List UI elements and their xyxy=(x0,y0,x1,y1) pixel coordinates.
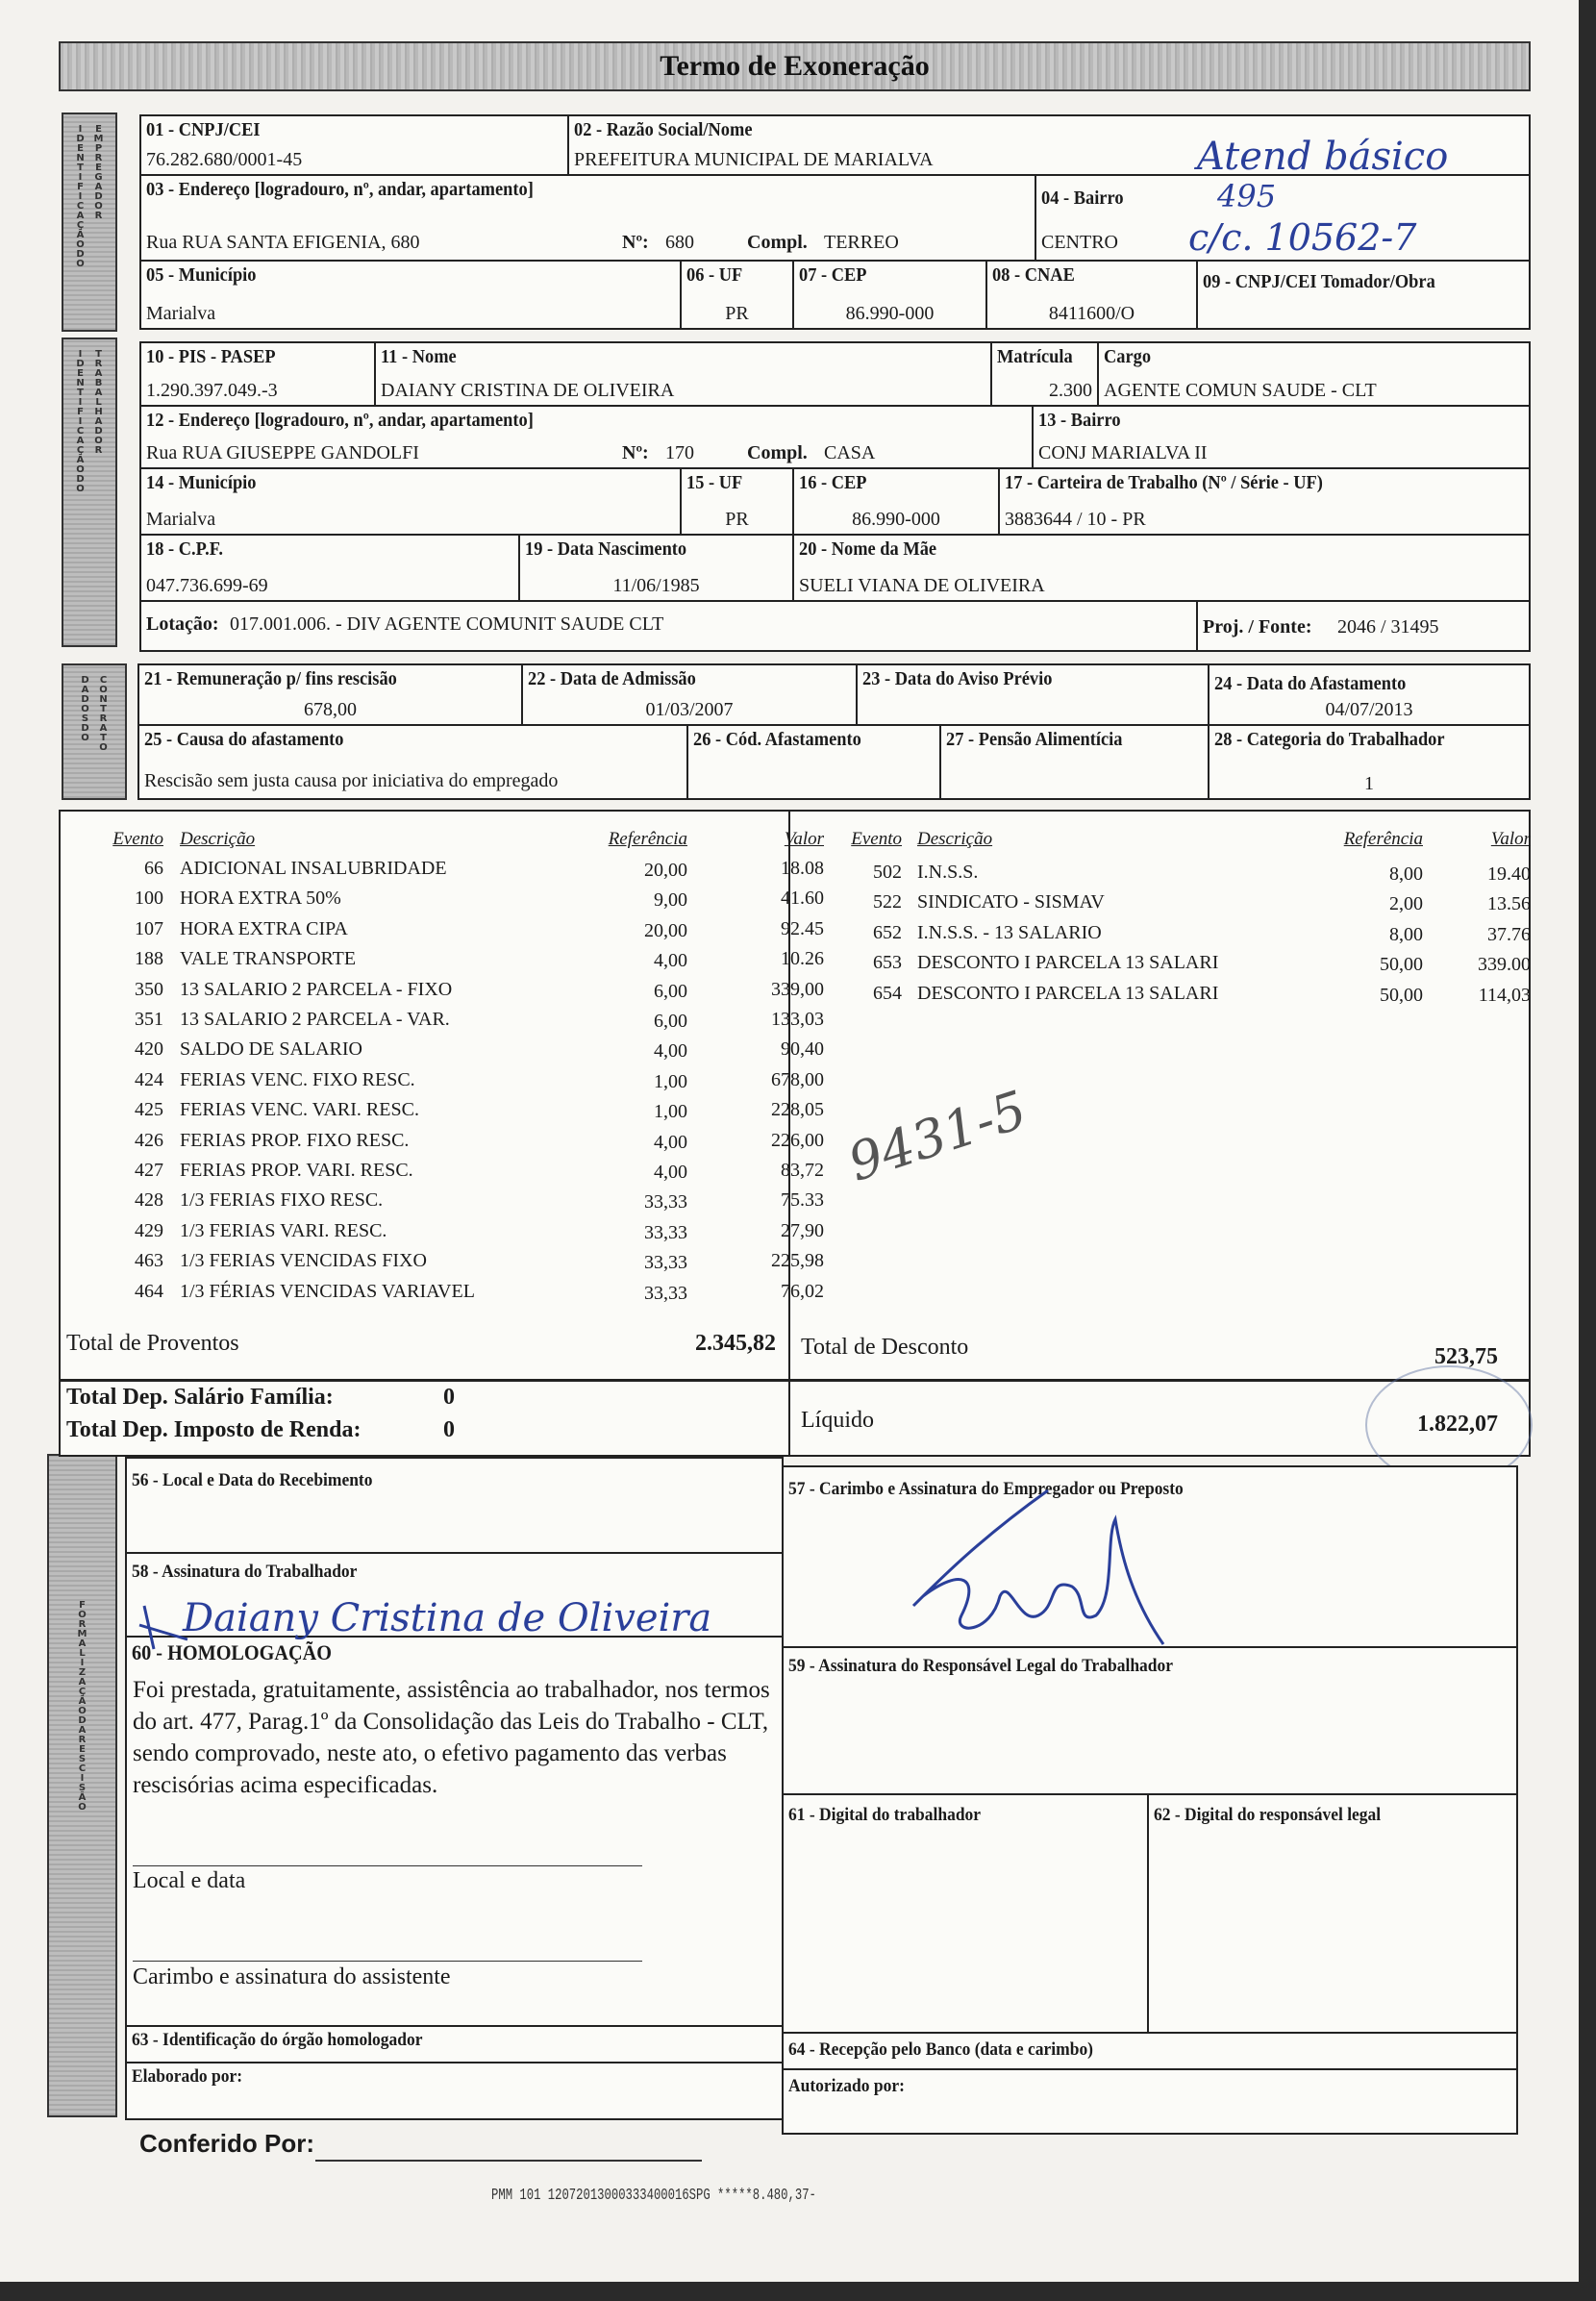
side-text: EMPREGADOR xyxy=(93,124,104,220)
conferido-line xyxy=(315,2160,702,2162)
evento-valor: 41.60 xyxy=(781,888,824,910)
evento-code: 350 xyxy=(135,978,163,1000)
field-cpf xyxy=(139,534,520,602)
evento-code: 502 xyxy=(873,862,902,883)
side-text: DADOSDO xyxy=(80,675,90,742)
field-label: 09 - CNPJ/CEI Tomador/Obra xyxy=(1203,271,1435,292)
evento-code: 428 xyxy=(135,1189,163,1212)
header-evento: Evento xyxy=(851,829,902,849)
field-label: 02 - Razão Social/Nome xyxy=(574,119,753,140)
evento-valor: 27,90 xyxy=(781,1219,824,1241)
field-value: 2.300 xyxy=(1049,380,1092,401)
side-text: FORMALIZAÇÃODARESCISÃO xyxy=(77,1600,87,1812)
field-proj-fonte xyxy=(1196,600,1531,652)
evento-descricao: HORA EXTRA 50% xyxy=(180,888,341,910)
evento-valor: 339,00 xyxy=(771,978,824,1000)
field-aviso-previo xyxy=(856,663,1209,726)
evento-code: 424 xyxy=(135,1068,163,1090)
field-label: 28 - Categoria do Trabalhador xyxy=(1214,729,1445,750)
footer-code: PMM 101 12072013000333400016SPG *****8.480,37- xyxy=(491,2187,816,2205)
evento-valor: 228,05 xyxy=(771,1099,824,1121)
field-value: PR xyxy=(725,509,749,530)
field-label: 05 - Município xyxy=(146,264,257,286)
evento-referencia: 33,33 xyxy=(644,1221,687,1243)
liquido-label: Líquido xyxy=(801,1408,874,1433)
evento-valor: 13.56 xyxy=(1487,893,1531,915)
evento-code: 100 xyxy=(135,888,163,910)
field-worker-address xyxy=(139,405,1034,469)
evento-code: 420 xyxy=(135,1038,163,1061)
evento-referencia: 6,00 xyxy=(654,1011,687,1032)
field-cep xyxy=(792,260,987,330)
field-value: Rua RUA SANTA EFIGENIA, 680 xyxy=(146,232,420,253)
provento-row xyxy=(61,1220,1529,1250)
field-ctps xyxy=(998,467,1531,536)
handwritten-note: 495 xyxy=(1217,178,1277,214)
header-evento: Evento xyxy=(112,829,163,849)
field-lotacao xyxy=(139,600,1198,652)
desconto-row xyxy=(61,952,1529,982)
header-valor: Valor xyxy=(1490,829,1531,849)
evento-descricao: 1/3 FÉRIAS VENCIDAS VARIAVEL xyxy=(180,1280,475,1302)
field-value: 8411600/O xyxy=(1048,303,1135,324)
field-label: Elaborado por: xyxy=(132,2066,243,2087)
field-62-digital-responsavel xyxy=(1147,1793,1518,2034)
field-value: Marialva xyxy=(146,509,216,530)
evento-referencia: 4,00 xyxy=(654,1040,687,1063)
side-label-worker xyxy=(62,338,117,647)
evento-referencia: 8,00 xyxy=(1389,863,1423,885)
evento-descricao: ADICIONAL INSALUBRIDADE xyxy=(180,858,447,879)
salario-familia-label: Total Dep. Salário Família: xyxy=(66,1385,334,1410)
header-referencia: Referência xyxy=(1343,829,1423,849)
evento-descricao: FERIAS VENC. VARI. RESC. xyxy=(180,1099,419,1121)
field-56-local-data xyxy=(125,1457,784,1554)
compl-value: CASA xyxy=(824,442,876,463)
field-label: 01 - CNPJ/CEI xyxy=(146,119,261,140)
field-label: 27 - Pensão Alimentícia xyxy=(946,729,1123,750)
evento-code: 66 xyxy=(144,858,163,879)
scan-edge xyxy=(1579,0,1596,2301)
field-worker-cep xyxy=(792,467,1000,536)
field-value: AGENTE COMUN SAUDE - CLT xyxy=(1104,380,1377,401)
field-data-nascimento xyxy=(518,534,794,602)
evento-valor: 225,98 xyxy=(771,1250,824,1272)
field-value: Rescisão sem justa causa por iniciativa do empregado xyxy=(144,770,559,791)
total-desconto-label: Total de Desconto xyxy=(801,1335,969,1360)
evento-valor: 114,03 xyxy=(1478,984,1531,1006)
field-value: Rua RUA GIUSEPPE GANDOLFI xyxy=(146,442,419,463)
evento-descricao: I.N.S.S. xyxy=(917,862,979,883)
evento-valor: 678,00 xyxy=(771,1068,824,1090)
number-value: 680 xyxy=(665,232,694,253)
evento-descricao: HORA EXTRA CIPA xyxy=(180,917,348,939)
evento-code: 107 xyxy=(135,917,163,939)
evento-descricao: DESCONTO I PARCELA 13 SALARI xyxy=(917,982,1219,1004)
evento-descricao: 13 SALARIO 2 PARCELA - VAR. xyxy=(180,1009,450,1030)
field-label: 08 - CNAE xyxy=(992,264,1075,286)
field-label: 04 - Bairro xyxy=(1041,188,1124,209)
evento-code: 464 xyxy=(135,1280,163,1302)
evento-valor: 83,72 xyxy=(781,1160,824,1181)
field-label: 57 - Carimbo e Assinatura do Empregador ou Preposto xyxy=(788,1479,1184,1499)
evento-referencia: 1,00 xyxy=(654,1101,687,1123)
number-label: Nº: xyxy=(622,442,649,463)
field-tomador xyxy=(1196,260,1531,330)
field-label: 15 - UF xyxy=(686,472,743,493)
header-descricao: Descrição xyxy=(180,829,256,849)
field-data-admissao xyxy=(521,663,858,726)
evento-descricao: FERIAS PROP. VARI. RESC. xyxy=(180,1160,413,1181)
provento-row xyxy=(61,1099,1529,1129)
handwritten-note: Atend básico xyxy=(1197,135,1449,179)
events-box xyxy=(59,810,1531,1457)
field-value: CONJ MARIALVA II xyxy=(1038,442,1208,463)
field-60-homologacao xyxy=(125,1636,784,2027)
field-label: 06 - UF xyxy=(686,264,743,286)
field-label: 61 - Digital do trabalhador xyxy=(788,1805,982,1825)
field-data-afastamento xyxy=(1208,663,1531,726)
evento-valor: 226,00 xyxy=(771,1129,824,1151)
evento-descricao: I.N.S.S. - 13 SALARIO xyxy=(917,921,1102,943)
signature-line xyxy=(133,1961,642,1962)
evento-code: 654 xyxy=(873,982,902,1004)
local-data-label: Local e data xyxy=(133,1868,246,1893)
evento-valor: 92.45 xyxy=(781,917,824,939)
provento-row xyxy=(61,1009,1529,1038)
field-label: 12 - Endereço [logradouro, nº, andar, apartamento] xyxy=(146,410,534,431)
field-label: 24 - Data do Afastamento xyxy=(1214,673,1407,694)
evento-referencia: 4,00 xyxy=(654,950,687,972)
imposto-renda-label: Total Dep. Imposto de Renda: xyxy=(66,1417,362,1442)
liquido-value: 1.822,07 xyxy=(1417,1412,1498,1437)
header-valor: Valor xyxy=(784,829,824,849)
side-text: IDENTIFICAÇÃODO xyxy=(75,349,86,493)
field-label: 63 - Identificação do órgão homologador xyxy=(132,2030,423,2050)
document-title: Termo de Exoneração xyxy=(660,50,930,82)
evento-descricao: 1/3 FERIAS VARI. RESC. xyxy=(180,1219,387,1241)
field-label: 17 - Carteira de Trabalho (Nº / Série - UF) xyxy=(1005,472,1323,493)
field-value: 3883644 / 10 - PR xyxy=(1005,509,1146,530)
field-label: Cargo xyxy=(1104,346,1152,367)
field-label: 60 - HOMOLOGAÇÃO xyxy=(132,1640,333,1664)
desconto-row xyxy=(61,862,1529,891)
provento-row xyxy=(61,1250,1529,1280)
field-label: 16 - CEP xyxy=(799,472,867,493)
evento-referencia: 4,00 xyxy=(654,1131,687,1153)
field-value: DAIANY CRISTINA DE OLIVEIRA xyxy=(381,380,675,401)
evento-referencia: 50,00 xyxy=(1380,984,1423,1006)
field-label: 64 - Recepção pelo Banco (data e carimbo) xyxy=(788,2039,1094,2060)
evento-code: 652 xyxy=(873,921,902,943)
compl-label: Compl. xyxy=(747,442,808,463)
field-nome xyxy=(374,341,992,407)
evento-referencia: 6,00 xyxy=(654,980,687,1002)
evento-valor: 133,03 xyxy=(771,1009,824,1030)
handwritten-note: c/c. 10562-7 xyxy=(1188,216,1417,259)
field-value: 01/03/2007 xyxy=(645,699,734,720)
provento-row xyxy=(61,1281,1529,1311)
field-elaborado-por xyxy=(125,2062,784,2120)
field-uf xyxy=(680,260,794,330)
field-label: 59 - Assinatura do Responsável Legal do Trabalhador xyxy=(788,1656,1174,1676)
evento-code: 351 xyxy=(135,1009,163,1030)
evento-valor: 18.08 xyxy=(781,858,824,879)
evento-referencia: 33,33 xyxy=(644,1282,687,1304)
evento-descricao: FERIAS PROP. FIXO RESC. xyxy=(180,1129,410,1151)
number-label: Nº: xyxy=(622,232,649,253)
field-value: CENTRO xyxy=(1041,232,1118,253)
field-label: 22 - Data de Admissão xyxy=(528,668,696,689)
number-value: 170 xyxy=(665,442,694,463)
total-proventos-label: Total de Proventos xyxy=(66,1331,239,1356)
field-cnae xyxy=(985,260,1198,330)
evento-code: 463 xyxy=(135,1250,163,1272)
field-remuneracao xyxy=(137,663,523,726)
provento-row xyxy=(61,1160,1529,1189)
conferido-por-label: Conferido Por: xyxy=(139,2129,314,2158)
evento-referencia: 50,00 xyxy=(1380,954,1423,976)
evento-referencia: 33,33 xyxy=(644,1252,687,1274)
evento-code: 427 xyxy=(135,1160,163,1181)
evento-valor: 339.00 xyxy=(1478,954,1531,976)
field-label: 58 - Assinatura do Trabalhador xyxy=(132,1562,358,1582)
evento-referencia: 9,00 xyxy=(654,889,687,912)
field-cargo xyxy=(1097,341,1531,407)
evento-referencia: 1,00 xyxy=(654,1070,687,1092)
field-value: PR xyxy=(725,303,749,324)
field-label: 23 - Data do Aviso Prévio xyxy=(862,668,1053,689)
field-worker-municipio xyxy=(139,467,682,536)
header-descricao: Descrição xyxy=(917,829,993,849)
field-causa-afastamento xyxy=(137,724,688,800)
field-value: PREFEITURA MUNICIPAL DE MARIALVA xyxy=(574,149,934,170)
field-63-orgao-homologador xyxy=(125,2025,784,2063)
field-value: 11/06/1985 xyxy=(612,575,700,596)
imposto-renda-value: 0 xyxy=(443,1417,455,1442)
provento-row xyxy=(61,1069,1529,1099)
field-matricula xyxy=(990,341,1099,407)
field-value: SUELI VIANA DE OLIVEIRA xyxy=(799,575,1045,596)
field-label: 62 - Digital do responsável legal xyxy=(1154,1805,1382,1825)
evento-referencia: 33,33 xyxy=(644,1191,687,1213)
homologacao-text: Foi prestada, gratuitamente, assistência ao trabalhador, nos termos do art. 477, Parag.1º da Consolidação das Leis do Trabalho - CLT, sendo comprovado, neste ato, o efetivo pagamento das verbas rescisórias acima especificadas. xyxy=(133,1677,770,1798)
carimbo-assistente-label: Carimbo e assinatura do assistente xyxy=(133,1964,451,1989)
employer-signature xyxy=(904,1481,1192,1673)
field-employer-address xyxy=(139,174,1036,262)
side-text: TRABALHADOR xyxy=(93,349,104,455)
evento-descricao: 13 SALARIO 2 PARCELA - FIXO xyxy=(180,978,453,1000)
provento-row xyxy=(61,1130,1529,1160)
evento-code: 426 xyxy=(135,1129,163,1151)
field-worker-bairro xyxy=(1032,405,1531,469)
evento-valor: 76,02 xyxy=(781,1280,824,1302)
field-label: 11 - Nome xyxy=(381,346,457,367)
field-categoria xyxy=(1208,724,1531,800)
field-value: 1.290.397.049.-3 xyxy=(146,380,278,401)
field-nome-mae xyxy=(792,534,1531,602)
side-label-employer xyxy=(62,113,117,332)
field-label: Lotação: xyxy=(146,613,219,635)
desconto-row xyxy=(61,919,1531,952)
field-61-digital-trabalhador xyxy=(782,1793,1149,2034)
field-value: Marialva xyxy=(146,303,216,324)
signature-line xyxy=(133,1865,642,1866)
scan-edge xyxy=(0,2282,1596,2301)
events-table xyxy=(61,812,1529,1360)
total-desconto-value: 523,75 xyxy=(1434,1344,1498,1369)
pencil-note: 9431-5 xyxy=(840,1079,1035,1193)
evento-valor: 19.40 xyxy=(1487,863,1531,885)
evento-descricao: 1/3 FERIAS FIXO RESC. xyxy=(180,1189,384,1212)
field-label: 19 - Data Nascimento xyxy=(525,538,687,560)
field-label: Matrícula xyxy=(997,346,1073,367)
provento-row xyxy=(61,1038,1529,1068)
field-value: 047.736.699-69 xyxy=(146,575,268,596)
evento-referencia: 20,00 xyxy=(644,860,687,881)
compl-label: Compl. xyxy=(747,232,808,253)
field-cod-afastamento xyxy=(686,724,941,800)
field-label: Proj. / Fonte: xyxy=(1203,616,1312,638)
field-64-recepcao-banco xyxy=(782,2032,1518,2070)
evento-descricao: FERIAS VENC. FIXO RESC. xyxy=(180,1068,415,1090)
field-label: 14 - Município xyxy=(146,472,257,493)
compl-value: TERREO xyxy=(824,232,899,253)
field-municipio xyxy=(139,260,682,330)
evento-referencia: 4,00 xyxy=(654,1162,687,1183)
evento-valor: 10.26 xyxy=(781,948,824,970)
field-value: 2046 / 31495 xyxy=(1337,616,1439,638)
evento-valor: 75.33 xyxy=(781,1189,824,1212)
field-value: 86.990-000 xyxy=(845,303,935,324)
field-value: 76.282.680/0001-45 xyxy=(146,149,303,170)
field-value: 86.990-000 xyxy=(852,509,940,530)
field-pensao-alimenticia xyxy=(939,724,1209,800)
evento-valor: 37.76 xyxy=(1487,923,1531,945)
evento-code: 522 xyxy=(873,891,902,913)
evento-code: 188 xyxy=(135,948,163,970)
field-label: 18 - C.P.F. xyxy=(146,538,223,560)
evento-code: 425 xyxy=(135,1099,163,1121)
field-value: 1 xyxy=(1364,773,1374,794)
field-label: 20 - Nome da Mãe xyxy=(799,538,937,560)
evento-descricao: 1/3 FERIAS VENCIDAS FIXO xyxy=(180,1250,427,1272)
field-autorizado-por xyxy=(782,2068,1518,2135)
worker-signature: Daiany Cristina de Oliveira xyxy=(183,1596,712,1640)
desconto-row xyxy=(61,891,1529,921)
evento-code: 653 xyxy=(873,952,902,974)
row-divider xyxy=(61,1379,1529,1382)
evento-referencia: 8,00 xyxy=(1389,923,1423,945)
field-value: 017.001.006. - DIV AGENTE COMUNIT SAUDE CLT xyxy=(230,613,664,635)
desconto-row xyxy=(61,980,1531,1013)
provento-row xyxy=(61,1189,1529,1219)
side-text: CONTRATO xyxy=(98,675,109,752)
title-bar xyxy=(59,41,1531,91)
evento-valor: 90,40 xyxy=(781,1038,824,1061)
total-proventos-value: 2.345,82 xyxy=(695,1331,776,1356)
salario-familia-value: 0 xyxy=(443,1385,455,1410)
signature-stroke xyxy=(135,1596,192,1654)
field-label: 26 - Cód. Afastamento xyxy=(693,729,861,750)
field-label: 10 - PIS - PASEP xyxy=(146,346,276,367)
evento-referencia: 2,00 xyxy=(1389,893,1423,915)
side-label-formalization xyxy=(47,1454,117,2117)
evento-descricao: VALE TRANSPORTE xyxy=(180,948,357,970)
evento-descricao: SINDICATO - SISMAV xyxy=(917,891,1105,913)
field-pis xyxy=(139,341,376,407)
field-label: 56 - Local e Data do Recebimento xyxy=(132,1470,373,1490)
side-text: IDENTIFICAÇÃODO xyxy=(75,124,86,268)
field-cnpj xyxy=(139,114,569,176)
field-worker-uf xyxy=(680,467,794,536)
header-referencia: Referência xyxy=(608,829,687,849)
field-label: 13 - Bairro xyxy=(1038,410,1121,431)
evento-descricao: DESCONTO I PARCELA 13 SALARI xyxy=(917,952,1219,974)
side-label-contract xyxy=(62,663,127,800)
evento-referencia: 20,00 xyxy=(644,919,687,941)
field-value: 678,00 xyxy=(304,699,357,720)
field-label: 25 - Causa do afastamento xyxy=(144,729,344,750)
evento-descricao: SALDO DE SALARIO xyxy=(180,1038,362,1061)
field-label: Autorizado por: xyxy=(788,2076,905,2096)
field-label: 07 - CEP xyxy=(799,264,867,286)
field-label: 03 - Endereço [logradouro, nº, andar, apartamento] xyxy=(146,179,534,200)
field-label: 21 - Remuneração p/ fins rescisão xyxy=(144,668,397,689)
evento-code: 429 xyxy=(135,1219,163,1241)
field-value: 04/07/2013 xyxy=(1325,699,1413,720)
